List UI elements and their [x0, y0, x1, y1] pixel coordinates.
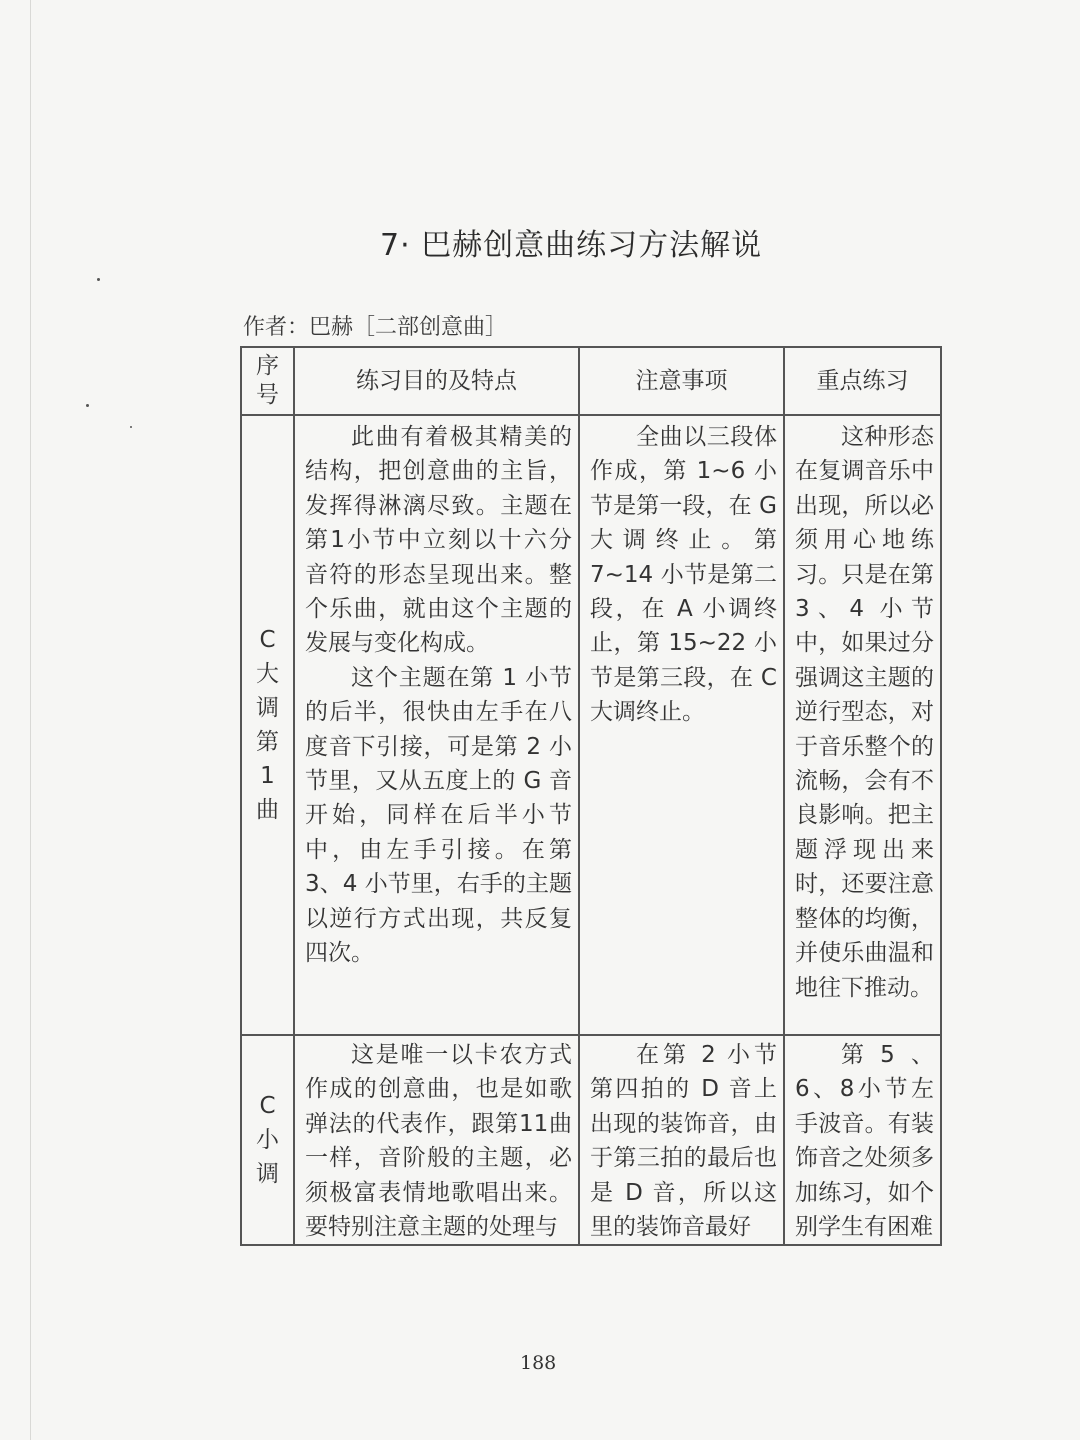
header-notes: 注意事项 [579, 347, 784, 415]
row-purpose-cell [294, 1035, 579, 1245]
row-focus-cell [784, 415, 941, 1035]
row-notes-cell [579, 1035, 784, 1245]
scan-speck [86, 404, 89, 407]
row-notes-cell [579, 415, 784, 1035]
header-seq [241, 347, 294, 415]
notes-paragraph: 全曲以三段体作成，第 1~6 小节是第一段，在 G 大调终止。第 7~14 小节是第二段，在 A 小调终止，第 15~22 小节是第三段，在 C 大调终止。 [590, 424, 777, 726]
purpose-paragraph: 这是唯一以卡农方式作成的创意曲，也是如歌弹法的代表作，跟第11曲一样，音阶般的主题，必须极富表情地歌唱出来。要特别注意主题的处理与 [305, 1042, 572, 1241]
table-row [241, 1035, 941, 1245]
focus-paragraph: 这种形态在复调音乐中出现，所以必须用心地练习。只是在第 3、4 小节中，如果过分强调这主题的逆行型态，对于音乐整个的流畅，会有不良影响。把主题浮现出来时，还要注意整体的均衡，并使乐曲温和地往下推动。 [795, 424, 934, 1001]
row-seq-cell [241, 1035, 294, 1245]
page-number: 188 [520, 1352, 557, 1374]
table-header-row [241, 347, 941, 415]
row-focus-cell [784, 1035, 941, 1245]
header-seq-label: 序号 [256, 353, 279, 408]
purpose-paragraph: 此曲有着极其精美的结构，把创意曲的主旨，发挥得淋漓尽致。主题在第1小节中立刻以十六分音符的形态呈现出来。整个乐曲，就由这个主题的发展与变化构成。 [305, 424, 572, 657]
row-seq-label: C小调 [256, 1093, 279, 1188]
practice-method-table [240, 346, 942, 1246]
header-purpose: 练习目的及特点 [294, 347, 579, 415]
row-seq-label: C大调第1曲 [256, 626, 279, 823]
row-seq-cell [241, 415, 294, 1035]
focus-paragraph: 第5、6、8小节左手波音。有装饰音之处须多加练习，如个别学生有困难 [795, 1042, 934, 1241]
scan-speck [97, 278, 100, 281]
notes-paragraph: 在第 2 小节第四拍的 D 音上出现的装饰音，由于第三拍的最后也是 D 音，所以这里的装饰音最好 [590, 1042, 777, 1241]
page-binding-edge [30, 0, 31, 1440]
header-focus: 重点练习 [784, 347, 941, 415]
purpose-paragraph: 这个主题在第 1 小节的后半，很快由左手在八度音下引接，可是第 2 小节里，又从五度上的 G 音开始，同样在后半小节中，由左手引接。在第 3、4 小节里，右手的主题以逆行方式出现，共反复四次。 [305, 664, 572, 967]
section-title: 7· 巴赫创意曲练习方法解说 [380, 228, 763, 263]
row-purpose-cell [294, 415, 579, 1035]
scan-speck [130, 426, 132, 428]
table-row [241, 415, 941, 1035]
author-line: 作者：巴赫［二部创意曲］ [243, 315, 508, 340]
